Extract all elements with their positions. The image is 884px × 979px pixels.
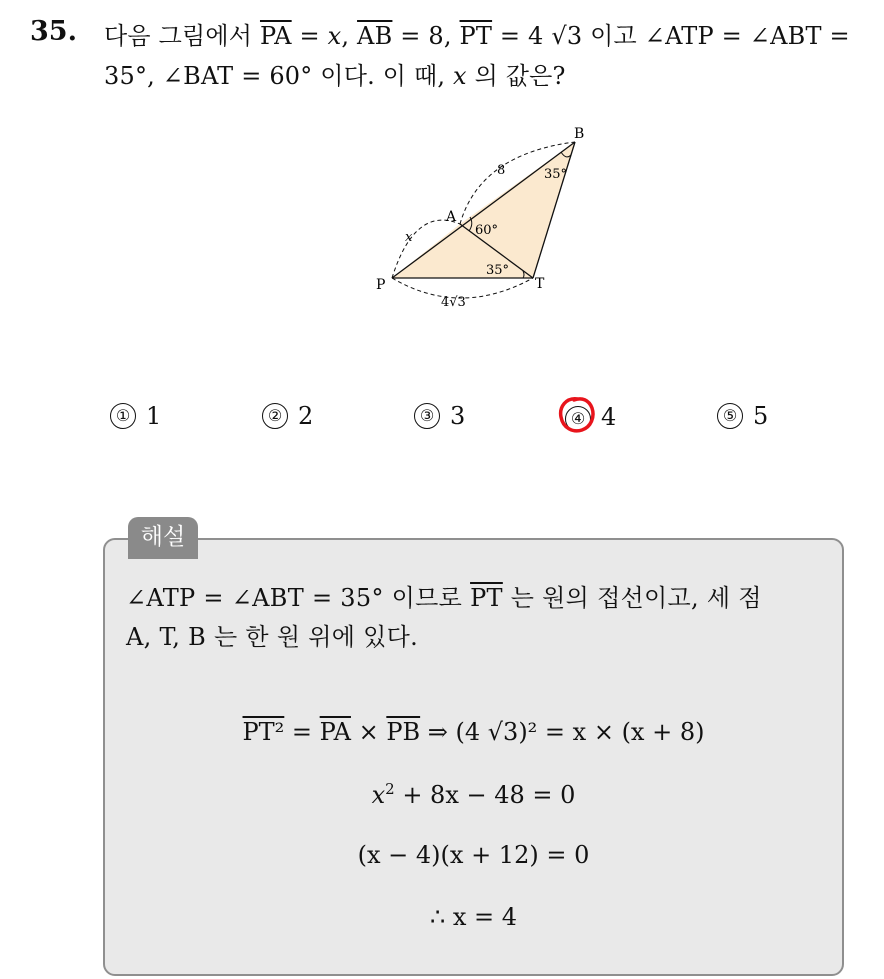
- angle-label-a: 60°: [475, 223, 499, 238]
- segment-pt-squared: PT²: [242, 718, 285, 746]
- segment-pt: $\overline{PT}$: [459, 22, 493, 50]
- solution-text: 는 원의 접선이고, 세 점: [502, 584, 762, 612]
- question-text: ,: [341, 22, 358, 50]
- question-text: 의 값은?: [466, 62, 566, 90]
- question-text: 35°, ∠BAT = 60° 이다. 이 때,: [104, 62, 453, 90]
- sqrt-three: √3: [551, 22, 583, 50]
- equation-4: ∴ x = 4: [429, 903, 518, 931]
- equation-1: [103, 718, 844, 746]
- question-text: 이고 ∠ATP = ∠ABT =: [582, 22, 850, 50]
- length-label-ab: 8: [497, 163, 506, 178]
- equation-text: ⇒ (4 √3)² = x × (x + 8): [420, 718, 705, 746]
- question-line-1: [104, 16, 850, 51]
- segment-pa: $\overline{PA}$: [319, 718, 351, 746]
- question-text: = 8,: [392, 22, 460, 50]
- solution-text: ∠ATP = ∠ABT = 35° 이므로: [126, 584, 471, 612]
- equation-text: ×: [350, 718, 387, 746]
- choice-number: ④: [565, 406, 591, 432]
- solution-tab: 해설: [128, 517, 198, 559]
- choice-number: ⑤: [717, 403, 743, 429]
- segment-pb: $\overline{PB}$: [386, 718, 421, 746]
- point-label-t: T: [535, 276, 545, 292]
- exponent: 2: [385, 780, 395, 798]
- angle-label-b: 35°: [544, 167, 568, 182]
- segment-ab: $\overline{AB}$: [357, 22, 393, 50]
- segment-pa: $\overline{PA}$: [259, 22, 292, 50]
- point-label-p: P: [376, 277, 386, 293]
- question-text: = 4: [492, 22, 552, 50]
- angle-label-t: 35°: [486, 263, 510, 278]
- length-label-pt: 4√3: [441, 295, 466, 310]
- choice-4[interactable]: [565, 402, 616, 432]
- variable-x: x: [453, 62, 467, 90]
- choice-number: ①: [110, 403, 136, 429]
- equation-text: =: [284, 718, 320, 746]
- choice-1[interactable]: [110, 402, 161, 430]
- equation-3: (x − 4)(x + 12) = 0: [357, 841, 590, 869]
- question-line-2: [104, 56, 566, 91]
- segment-pt: $\overline{PT}$: [470, 584, 503, 612]
- choice-3[interactable]: [414, 402, 465, 430]
- equation-2: [103, 780, 844, 809]
- choice-2[interactable]: [262, 402, 313, 430]
- choice-5[interactable]: [717, 402, 768, 430]
- question-number: 35.: [30, 16, 77, 47]
- solution-line-1: [126, 578, 762, 613]
- choice-value: 3: [450, 402, 466, 430]
- choice-number: ②: [262, 403, 288, 429]
- geometry-figure: [360, 120, 600, 320]
- equation-text: + 8x − 48 = 0: [394, 781, 576, 809]
- choice-value: 1: [146, 402, 162, 430]
- choice-value: 2: [298, 402, 314, 430]
- answer-choices: [0, 402, 884, 442]
- choice-value: 4: [601, 403, 617, 431]
- choice-number: ③: [414, 403, 440, 429]
- solution-line-2: A, T, B 는 한 원 위에 있다.: [126, 623, 419, 651]
- variable-x: x: [327, 22, 342, 50]
- length-label-pa: x: [405, 230, 413, 245]
- question-text: 다음 그림에서: [104, 22, 260, 50]
- choice-value: 5: [753, 402, 769, 430]
- question-text: =: [291, 22, 328, 50]
- choice-4-marker: [565, 402, 591, 432]
- point-label-b: B: [574, 126, 585, 142]
- variable-x: x: [371, 781, 386, 809]
- point-label-a: A: [446, 209, 457, 225]
